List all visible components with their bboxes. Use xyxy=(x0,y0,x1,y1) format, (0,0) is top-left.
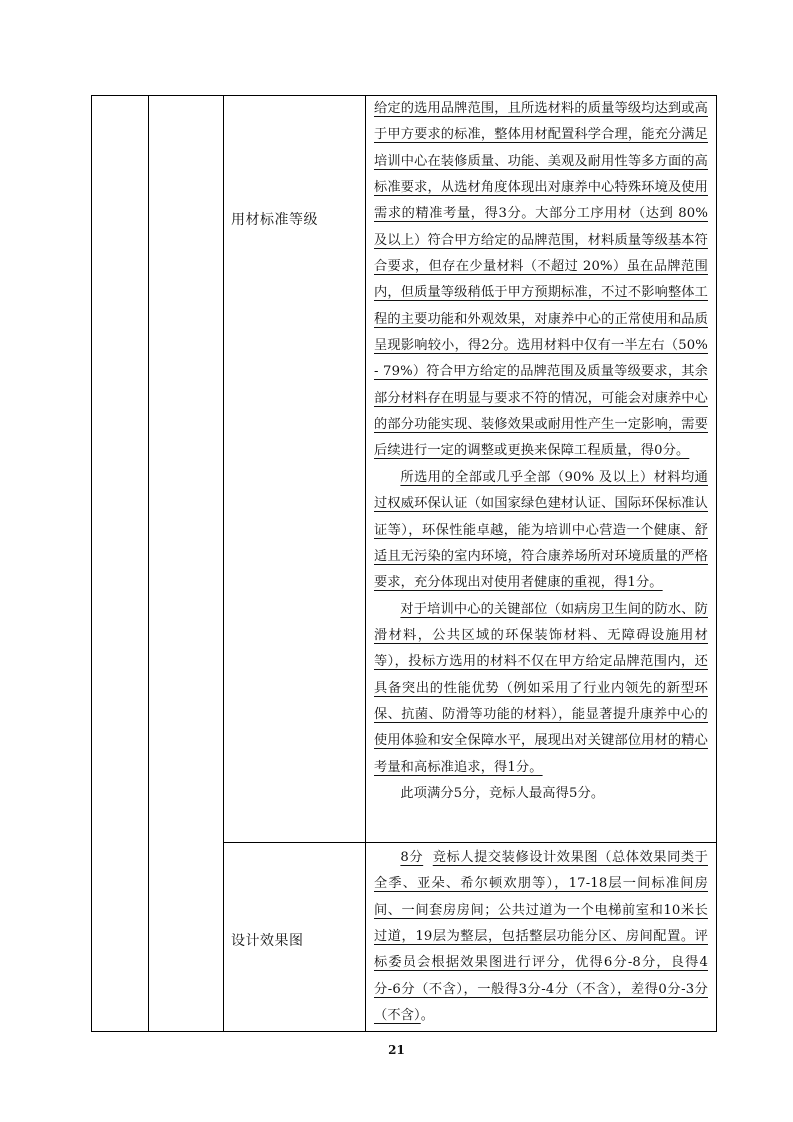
row-content-design-render xyxy=(374,845,708,1029)
column-divider xyxy=(365,96,366,1031)
paragraph-design-render xyxy=(374,845,708,1029)
paragraph-max-score: 此项满分5分，竞标人最高得5分。 xyxy=(400,785,605,801)
column-divider xyxy=(223,96,224,1031)
paragraph-eco-certification: 所选用的全部或几乎全部（90% 及以上）材料均通过权威环保认证（如国家绿色建材认证、国际环保标准认证等），环保性能卓越，能为培训中心营造一个健康、舒适且无污染的室内环境，符合康养场所对环境质量的严格要求，充分体现出对使用者健康的重视，得1分。 xyxy=(374,469,708,591)
design-render-end: 。 xyxy=(420,1008,435,1024)
paragraph-brand-range: 给定的选用品牌范围，且所选材料的质量等级均达到或高于甲方要求的标准，整体用材配置科学合理，能充分满足培训中心在装修质量、功能、美观及耐用性等多方面的高标准要求，从选材角度体现出对康养中心特殊环境及使用需求的精准考量，得3分。大部分工序用材（达到 80% 及以上）符合甲方给定的品牌范围，材料质量等级基本符合要求，但存在少量材料（不超过 20%）虽在品牌范围内，但质量等级稍低于甲方预期标准，不过不影响整体工程的主要功能和外观效果，对康养中心的正常使用和品质呈现影响较小，得2分。选用材料中仅有一半左右（50% - 79%）符合甲方给定的品牌范围及质量等级要求，其余部分材料存在明显与要求不符的情况，可能会对康养中心的部分功能实现、装修效果或耐用性产生一定影响，需要后续进行一定的调整或更换来保障工程质量，得0分。 xyxy=(374,101,708,459)
page-number: 21 xyxy=(388,1043,405,1057)
row-label-material-grade: 用材标准等级 xyxy=(231,212,318,228)
row-label-design-render: 设计效果图 xyxy=(231,933,304,949)
paragraph-key-parts: 对于培训中心的关键部位（如病房卫生间的防水、防滑材料，公共区域的环保装饰材料、无障碍设施用材等），投标方选用的材料不仅在甲方给定品牌范围内，还具备突出的性能优势（例如采用了行业内领先的新型环保、抗菌、防滑等功能的材料），能显著提升康养中心的使用体验和安全保障水平，展现出对关键部位用材的精心考量和高标准追求，得1分。 xyxy=(374,601,708,775)
scoring-table xyxy=(91,95,717,1032)
design-render-text: 竞标人提交装修设计效果图（总体效果同类于全季、亚朵、希尔顿欢朋等），17-18层一间标准间房间、一间套房房间；公共过道为一个电梯前室和10米长过道，19层为整层，包括整层功能分区、房间配置。评标委员会根据效果图进行评分，优得6分-8分，良得4分-6分（不含），一般得3分-4分（不含），差得0分-3分（不含） xyxy=(374,850,708,1024)
row-content-material-grade xyxy=(374,96,708,807)
design-score: 8分 xyxy=(400,850,424,865)
column-divider xyxy=(148,96,149,1031)
row-divider xyxy=(223,842,716,843)
